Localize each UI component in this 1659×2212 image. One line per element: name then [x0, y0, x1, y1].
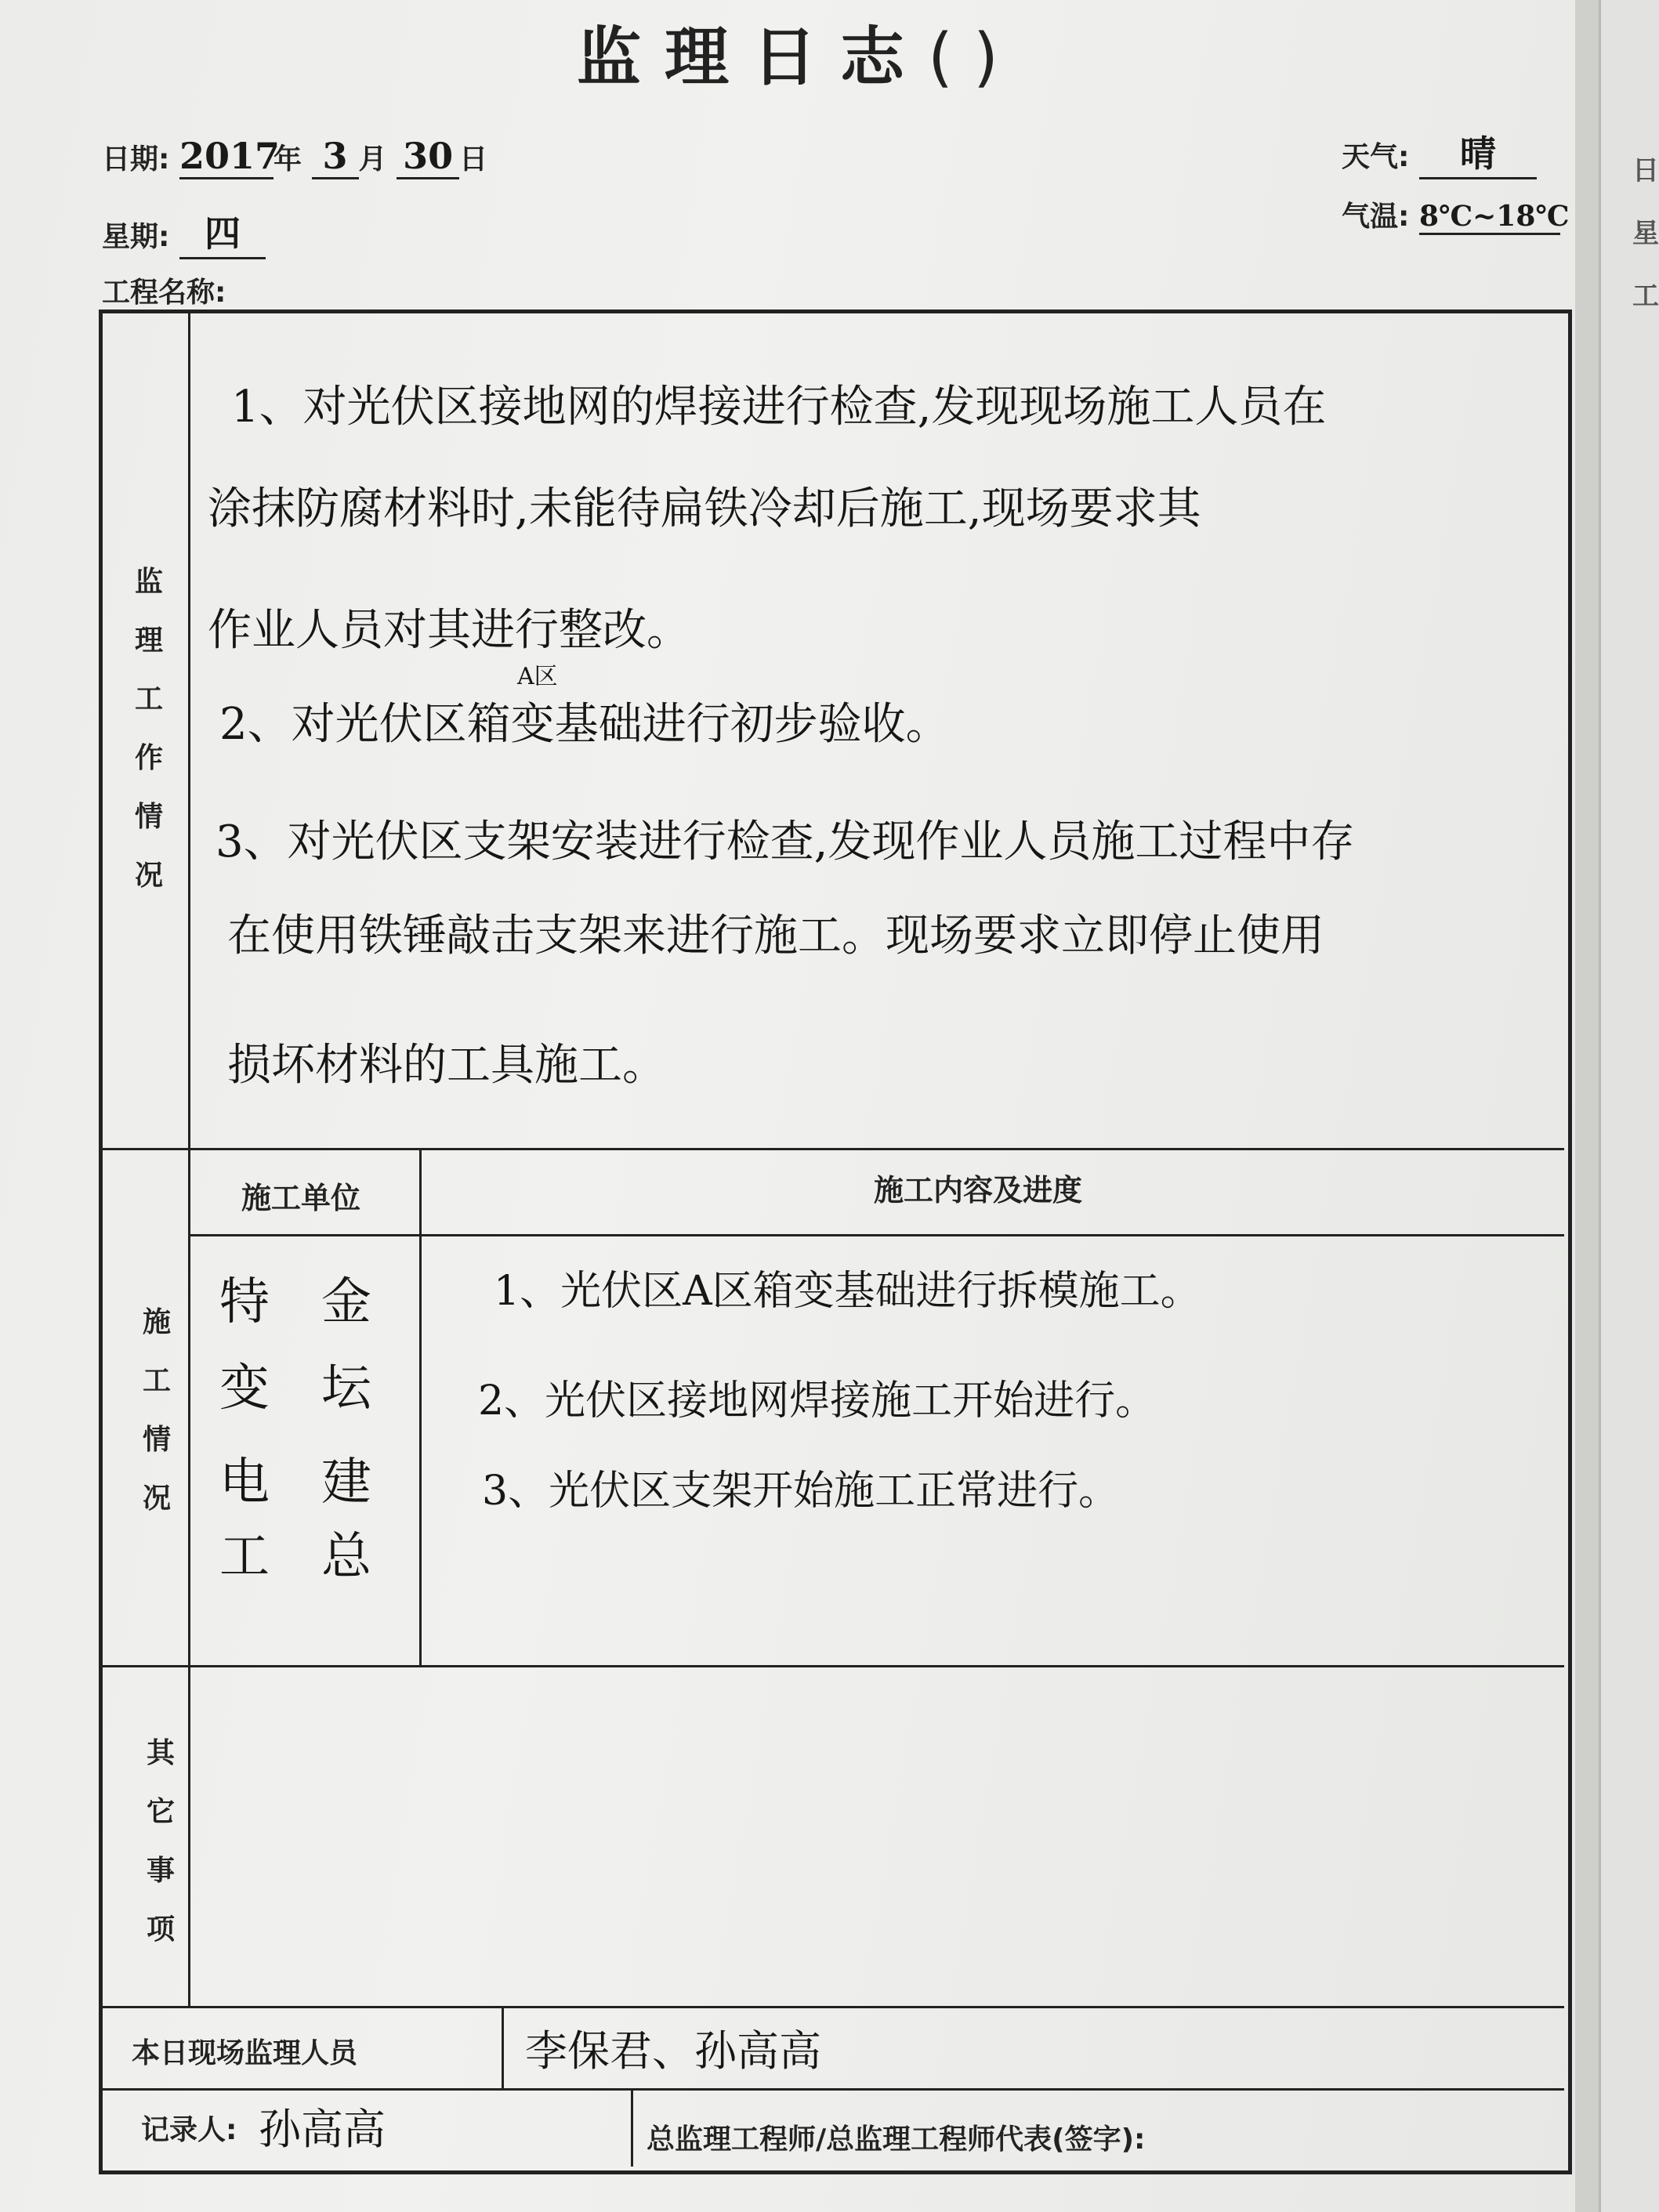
recorder-value: 孙高高 — [259, 2105, 386, 2154]
adjacent-page-char: 星 — [1632, 218, 1659, 249]
unit-char: 建 — [321, 1454, 371, 1511]
date-field — [102, 135, 487, 179]
section-label-char: 施 — [142, 1306, 171, 1338]
unit-char: 坛 — [321, 1359, 371, 1417]
construction-bottom-divider — [103, 1665, 1564, 1667]
temperature-field — [1342, 194, 1570, 235]
title-text: 监理日志 — [576, 20, 928, 95]
title-bracket: ( ) — [927, 20, 999, 95]
content-column-header: 施工内容及进度 — [874, 1173, 1083, 1207]
weekday-value: 四 — [179, 205, 266, 259]
unit-char: 工 — [219, 1528, 270, 1586]
supervision-bottom-divider — [103, 1148, 1564, 1150]
section-label-char: 情 — [142, 1424, 171, 1456]
staff-label: 本日现场监理人员 — [132, 2037, 358, 2069]
other-bottom-divider — [103, 2006, 1564, 2008]
staff-bottom-divider — [103, 2088, 1564, 2091]
adjacent-page-char: 工 — [1632, 281, 1659, 312]
supervision-line: 涂抹防腐材料时,未能待扁铁冷却后施工,现场要求其 — [208, 483, 1201, 534]
weekday-field — [102, 205, 266, 259]
weather-value: 晴 — [1419, 125, 1537, 179]
day-value: 30 — [397, 135, 459, 179]
supervision-line: 2、对光伏区箱变基础进行初步验收。 — [219, 699, 950, 750]
chief-engineer-label: 总监理工程师/总监理工程师代表(签字): — [647, 2123, 1146, 2156]
temperature-value: 8℃~18℃ — [1419, 200, 1560, 235]
construction-line: 2、光伏区接地网焊接施工开始进行。 — [478, 1378, 1157, 1425]
supervision-line: 在使用铁锤敲击支架来进行施工。现场要求立即停止使用 — [227, 911, 1324, 961]
section-label-char: 理 — [134, 625, 163, 657]
date-label: 日期: — [102, 143, 170, 176]
unit-column-header: 施工单位 — [241, 1181, 361, 1215]
recorder-divider — [631, 2090, 633, 2167]
temperature-label: 气温: — [1342, 201, 1410, 233]
staff-value: 李保君、孙高高 — [525, 2026, 821, 2076]
staff-value-divider — [502, 2007, 504, 2089]
construction-line: 3、光伏区支架开始施工正常进行。 — [482, 1468, 1120, 1515]
weekday-label: 星期: — [102, 221, 170, 253]
section-label-char: 况 — [134, 860, 163, 892]
adjacent-page-char: 日 — [1632, 155, 1659, 186]
section-label-char: 情 — [134, 801, 163, 833]
year-label: 年 — [273, 143, 302, 176]
construction-header-divider — [190, 1234, 1564, 1236]
unit-column-divider — [419, 1149, 422, 1667]
page-title — [0, 6, 1575, 98]
day-label: 日 — [459, 143, 488, 176]
supervision-line: 3、对光伏区支架安装进行检查,发现作业人员施工过程中存 — [216, 816, 1355, 867]
supervision-line: 1、对光伏区接地网的焊接进行检查,发现现场施工人员在 — [231, 382, 1327, 433]
adjacent-page-edge — [1599, 0, 1659, 2212]
supervision-line: 作业人员对其进行整改。 — [208, 605, 690, 656]
insert-mark: A区 — [517, 663, 558, 690]
month-value: 3 — [312, 135, 359, 179]
section-label-char: 监 — [134, 566, 163, 598]
weather-label: 天气: — [1342, 141, 1410, 173]
year-value: 2017 — [179, 135, 273, 179]
supervision-line: 损坏材料的工具施工。 — [227, 1040, 666, 1091]
unit-char: 变 — [219, 1359, 270, 1417]
section-label-char: 其 — [146, 1737, 175, 1769]
weather-field — [1342, 125, 1537, 179]
unit-char: 电 — [219, 1454, 270, 1511]
unit-char: 特 — [219, 1273, 270, 1331]
recorder-label: 记录人: — [141, 2114, 237, 2146]
section-label-char: 工 — [142, 1365, 171, 1397]
section-label-char: 事 — [146, 1855, 175, 1887]
month-label: 月 — [358, 143, 387, 176]
unit-char: 总 — [321, 1528, 371, 1586]
section-label-char: 工 — [134, 683, 163, 715]
project-name-field — [102, 270, 226, 310]
section-label-char: 项 — [146, 1913, 175, 1946]
section-label-char: 况 — [142, 1483, 171, 1515]
section-label-char: 作 — [134, 742, 163, 774]
label-column-divider — [188, 311, 190, 2007]
unit-char: 金 — [321, 1273, 371, 1331]
project-name-label: 工程名称: — [102, 277, 226, 309]
section-label-char: 它 — [146, 1796, 175, 1828]
log-table — [99, 310, 1572, 2174]
construction-line: 1、光伏区A区箱变基础进行拆模施工。 — [494, 1268, 1201, 1315]
